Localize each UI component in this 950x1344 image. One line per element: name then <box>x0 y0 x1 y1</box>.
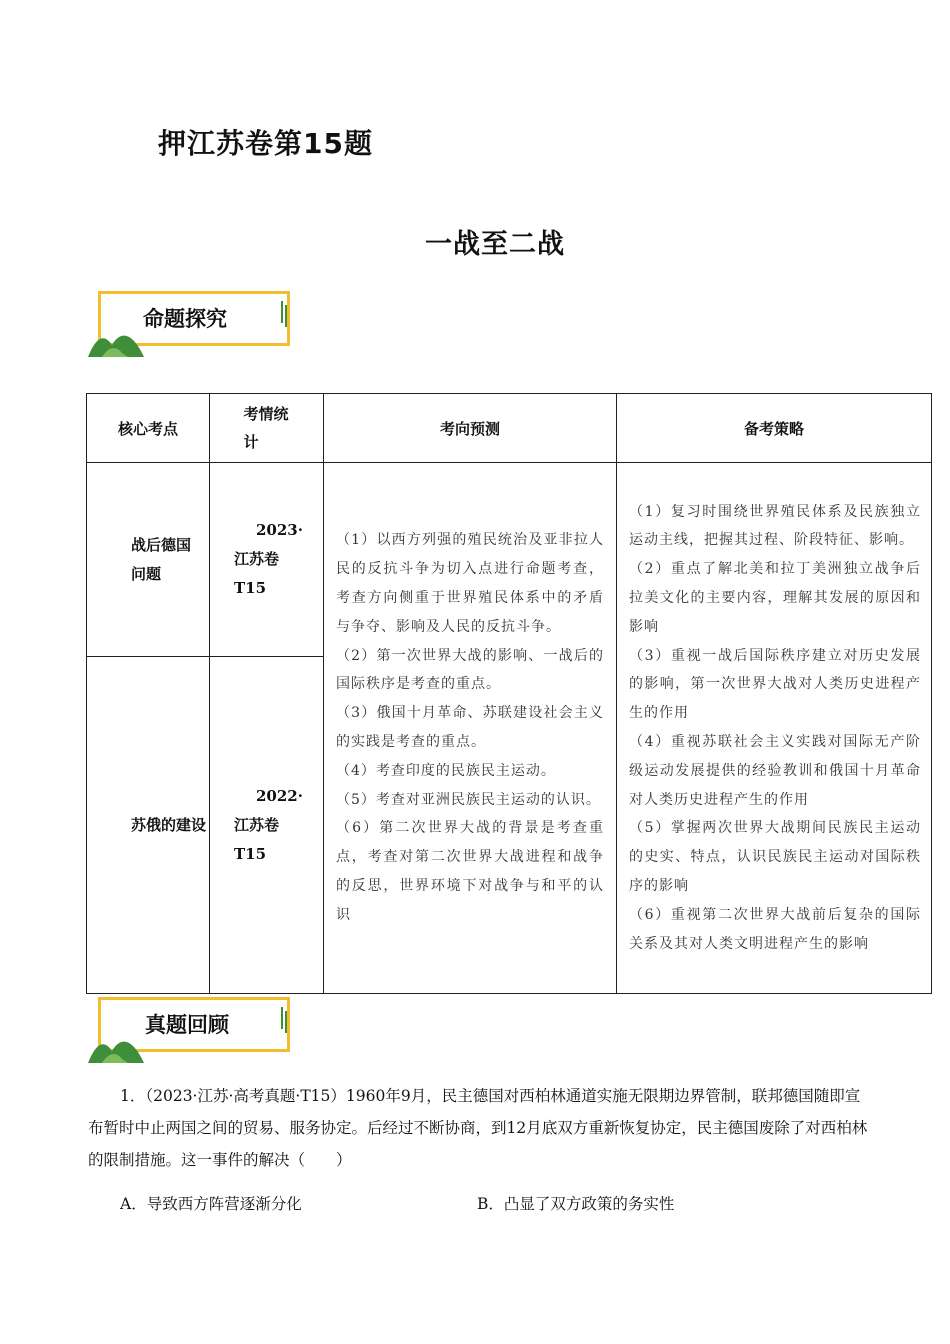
banner-stripes-icon <box>281 301 289 329</box>
header-strategy: 备考策略 <box>617 394 932 463</box>
prediction-cell <box>324 463 617 994</box>
strategy-item: （2）重点了解北美和拉丁美洲独立战争后拉美文化的主要内容，理解其发展的原因和影响 <box>629 561 921 635</box>
page-title: 押江苏卷第15题 <box>158 127 373 160</box>
header-core: 核心考点 <box>87 394 210 463</box>
table-header-row <box>87 394 932 463</box>
header-stat <box>210 394 324 463</box>
prediction-item: （1）以西方列强的殖民统治及亚非拉人民的反抗斗争为切入点进行命题考查，考查方向侧重于世界殖民体系中的矛盾与争夺、影响及人民的反抗斗争。 <box>336 532 604 635</box>
strategy-item: （4）重视苏联社会主义实践对国际无产阶级运动发展提供的经验教训和俄国十月革命对人类历史进程产生的作用 <box>629 734 921 808</box>
strategy-item: （5）掌握两次世界大战期间民族民主运动的史实、特点，认识民族民主运动对国际秩序的影响 <box>629 820 921 894</box>
prediction-item: （3）俄国十月革命、苏联建设社会主义的实践是考查的重点。 <box>336 705 604 750</box>
strategy-item: （6）重视第二次世界大战前后复杂的国际关系及其对人类文明进程产生的影响 <box>629 906 921 952</box>
core-point: 苏俄的建设 <box>131 815 207 834</box>
option-a: A．导致西方阵营逐渐分化 <box>120 1195 302 1213</box>
question-stem: 1．（2023·江苏·高考真题·T15）1960年9月，民主德国对西柏林通道实施无限期边界管制，联邦德国随即宣布暂时中止两国之间的贸易、服务协定。后经过不断协商，到12月底双方重新恢复协定，民主德国废除了对西柏林的限制措施。这一事件的解决（ ） <box>88 1087 868 1169</box>
strategy-item: （3）重视一战后国际秩序建立对历史发展的影响，第一次世界大战对人类历史进程产生的作用 <box>629 647 921 722</box>
strategy-item: （1）复习时围绕世界殖民体系及民族独立运动主线，把握其过程、阶段特征、影响。 <box>629 503 921 549</box>
strategy-cell <box>617 463 932 994</box>
prediction-item: （4）考查印度的民族民主运动。 <box>336 762 556 779</box>
banner-label: 命题探究 <box>143 307 227 331</box>
stat-cell <box>210 463 324 657</box>
green-hills-icon <box>88 323 148 357</box>
core-cell <box>87 657 210 994</box>
section-banner-analysis <box>88 289 303 359</box>
prediction-item: （2）第一次世界大战的影响、一战后的国际秩序是考查的重点。 <box>336 647 604 693</box>
exam-stat: 2023·江苏卷T15 <box>234 521 303 597</box>
header-stat-text: 考情统计 <box>243 405 289 451</box>
prediction-item: （6）第二次世界大战的背景是考查重点，考查对第二次世界大战进程和战争的反思，世界环境下对战争与和平的认识 <box>336 820 604 923</box>
section-banner-review <box>88 995 303 1065</box>
exam-stat: 2022·江苏卷T15 <box>234 786 303 863</box>
green-hills-icon <box>88 1029 148 1063</box>
page-subtitle: 一战至二战 <box>425 229 565 260</box>
prediction-item: （5）考查对亚洲民族民主运动的认识。 <box>336 791 601 808</box>
option-b: B．凸显了双方政策的务实性 <box>477 1195 675 1213</box>
banner-label: 真题回顾 <box>145 1013 229 1037</box>
banner-stripes-icon <box>281 1007 289 1035</box>
header-prediction: 考向预测 <box>324 394 617 463</box>
table-row <box>87 463 932 657</box>
core-cell <box>87 463 210 657</box>
exam-analysis-table <box>86 393 932 994</box>
core-point: 战后德国问题 <box>131 535 192 583</box>
stat-cell <box>210 657 324 994</box>
